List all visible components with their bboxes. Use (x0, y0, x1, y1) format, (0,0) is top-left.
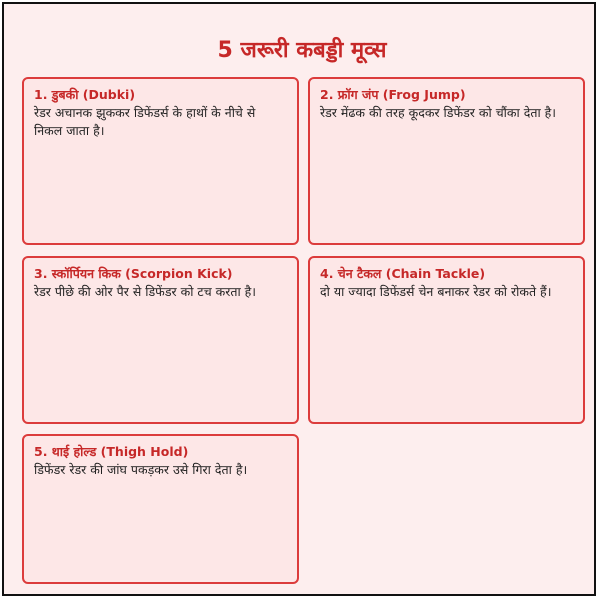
move-card-frog-jump (308, 77, 585, 245)
move-card-thigh-hold (22, 434, 299, 584)
page-title: 5 जरूरी कबड्डी मूव्स (217, 38, 387, 63)
move-card-title: 3. स्कॉर्पियन किक (Scorpion Kick) (34, 266, 233, 281)
move-card-title: 5. थाई होल्ड (Thigh Hold) (34, 444, 189, 459)
move-card-description: डिफेंडर रेडर की जांघ पकड़कर उसे गिरा देता है। (34, 462, 248, 477)
move-card-description: रेडर पीछे की ओर पैर से डिफेंडर को टच करता है। (34, 284, 257, 299)
move-card-scorpion-kick (22, 256, 299, 424)
move-card-dubki (22, 77, 299, 245)
move-card-description: दो या ज्यादा डिफेंडर्स चेन बनाकर रेडर को रोकते हैं। (320, 284, 552, 299)
move-card-title: 2. फ्रॉग जंप (Frog Jump) (320, 87, 466, 102)
move-card-title: 1. डुबकी (Dubki) (34, 87, 136, 102)
move-card-chain-tackle (308, 256, 585, 424)
page-frame (2, 2, 596, 596)
move-card-description: रेडर मेंढक की तरह कूदकर डिफेंडर को चौंका देता है। (320, 105, 557, 120)
move-card-title: 4. चेन टैकल (Chain Tackle) (320, 266, 486, 281)
move-card-description: रेडर अचानक झुककर डिफेंडर्स के हाथों के नीचे से निकल जाता है। (34, 105, 256, 138)
